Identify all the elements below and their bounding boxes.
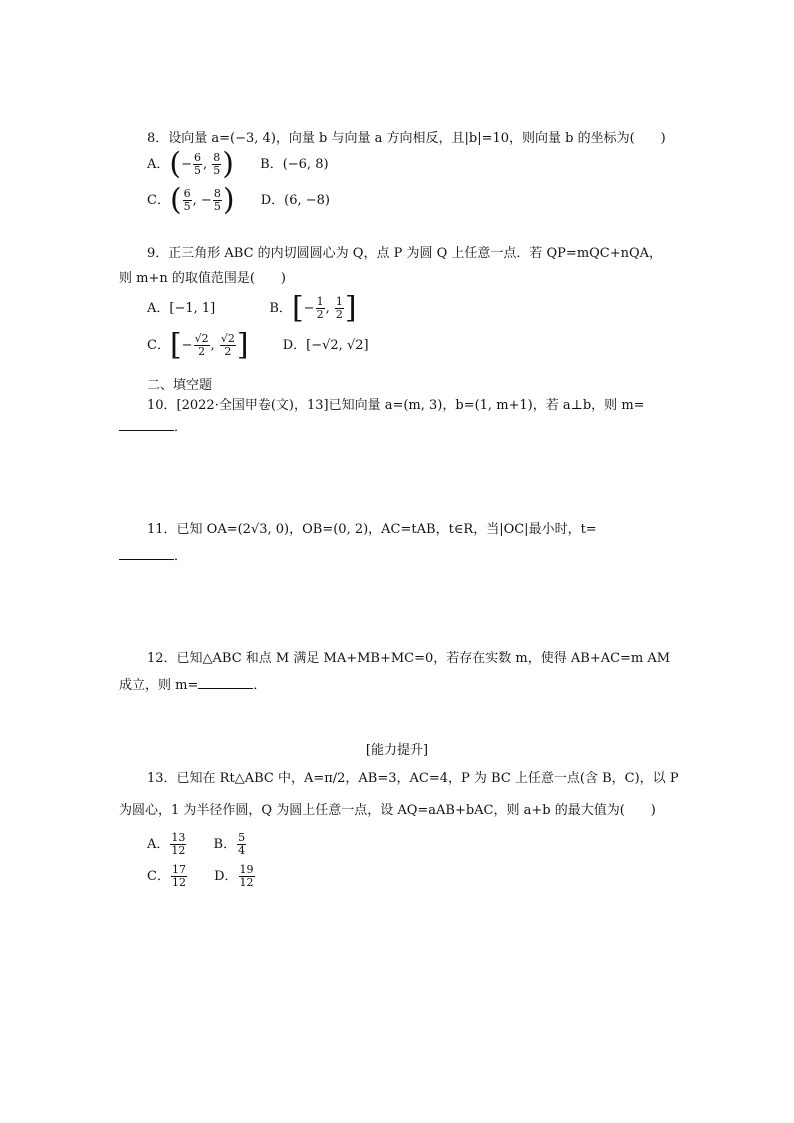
- q13-line2: 为圆心，1 为半径作圆，Q 为圆上任意一点，设 AQ=aAB+bAC，则 a+b 的最大值为( ): [119, 803, 656, 818]
- q11-answer-blank: [119, 547, 174, 560]
- q13-opt-d-frac: $\frac{19}{12}$: [239, 863, 254, 889]
- q9-options-cd: C．[− $\frac{√2}{2}$ , $\frac{√2}{2}$ ] D．[−√2, √2]: [147, 327, 369, 363]
- q8-opt-c-frac2: $\frac{8}{5}$: [213, 187, 221, 213]
- q9-options-ab: A．[−1, 1] B．[− $\frac{1}{2}$ , $\frac{1}{2}$ ]: [147, 290, 357, 326]
- q8-opt-c-frac1: $\frac{6}{5}$: [183, 187, 191, 213]
- q13-options-ab: [147, 832, 247, 857]
- section-ability-title: [能力提升]: [365, 743, 429, 758]
- q13-opt-d-label: D．: [214, 869, 238, 884]
- q9-opt-c-frac2: $\frac{√2}{2}$: [220, 332, 235, 358]
- q8-options-cd: C．( $\frac{6}{5}$ , − $\frac{8}{5}$ ) D．(6, −8): [147, 182, 330, 218]
- q8-options-ab: A．(− $\frac{6}{5}$ , $\frac{8}{5}$ ) B．(−6, 8): [147, 146, 329, 182]
- q12-line2: 成立，则 m= ．: [119, 678, 267, 693]
- q9-stem-line1: 9．正三角形 ABC 的内切圆圆心为 Q，点 P 为圆 Q 上任意一点．若 QP=mQC+nQA，: [147, 246, 663, 261]
- q8-opt-c-label: C．: [147, 193, 170, 208]
- q13-opt-c-label: C．: [147, 869, 170, 884]
- q13-opt-c-frac: $\frac{17}{12}$: [171, 863, 186, 889]
- q8-stem: 8．设向量 a=(−3, 4)，向量 b 与向量 a 方向相反，且|b|=10，则向量 b 的坐标为( ): [147, 131, 666, 146]
- q11-line2: ．: [119, 547, 187, 566]
- q9-opt-b-frac1: $\frac{1}{2}$: [316, 295, 324, 321]
- q10-line1: 10．[2022·全国甲卷(文)，13]已知向量 a=(m, 3)，b=(1, m+1)，若 a⊥b，则 m=: [147, 398, 645, 413]
- q8-opt-a-frac1: $\frac{6}{5}$: [194, 151, 202, 177]
- q13-opt-a-frac: $\frac{13}{12}$: [171, 831, 186, 857]
- q13-opt-b-label: B．: [213, 837, 237, 852]
- q9-stem-line2: 则 m+n 的取值范围是( ): [119, 271, 287, 286]
- q10-answer-blank: [119, 418, 174, 431]
- q12-answer-blank: [198, 676, 253, 689]
- q13-options-cd: [147, 864, 256, 889]
- q13-opt-a-label: A．: [147, 837, 170, 852]
- q9-opt-d: D．[−√2, √2]: [282, 338, 369, 353]
- q8-opt-a-frac2: $\frac{8}{5}$: [213, 151, 221, 177]
- q8-opt-a-label: A．: [147, 157, 170, 172]
- q9-opt-b-frac2: $\frac{1}{2}$: [335, 295, 343, 321]
- q12-line1: 12．已知△ABC 和点 M 满足 MA+MB+MC=0，若存在实数 m，使得 AB+AC=m AM: [147, 651, 671, 666]
- section-fill-in-title: 二、填空题: [147, 378, 213, 393]
- q9-opt-a: A．[−1, 1]: [147, 301, 216, 316]
- q9-opt-c-label: C．: [147, 338, 170, 353]
- q13-line1: 13．已知在 Rt△ABC 中，A=π/2，AB=3，AC=4，P 为 BC 上任意一点(含 B，C)，以 P: [147, 771, 679, 786]
- q8-opt-d: D．(6, −8): [260, 193, 330, 208]
- q8-opt-b: B．(−6, 8): [260, 157, 329, 172]
- q13-opt-b-frac: $\frac{5}{4}$: [238, 831, 246, 857]
- q10-line2: ．: [119, 418, 187, 437]
- q11-line1: 11．已知 OA=(2√3, 0)，OB=(0, 2)，AC=tAB，t∈R，当|OC|最小时，t=: [147, 522, 597, 537]
- q9-opt-c-frac1: $\frac{√2}{2}$: [194, 332, 209, 358]
- q9-opt-b-label: B．: [269, 301, 292, 316]
